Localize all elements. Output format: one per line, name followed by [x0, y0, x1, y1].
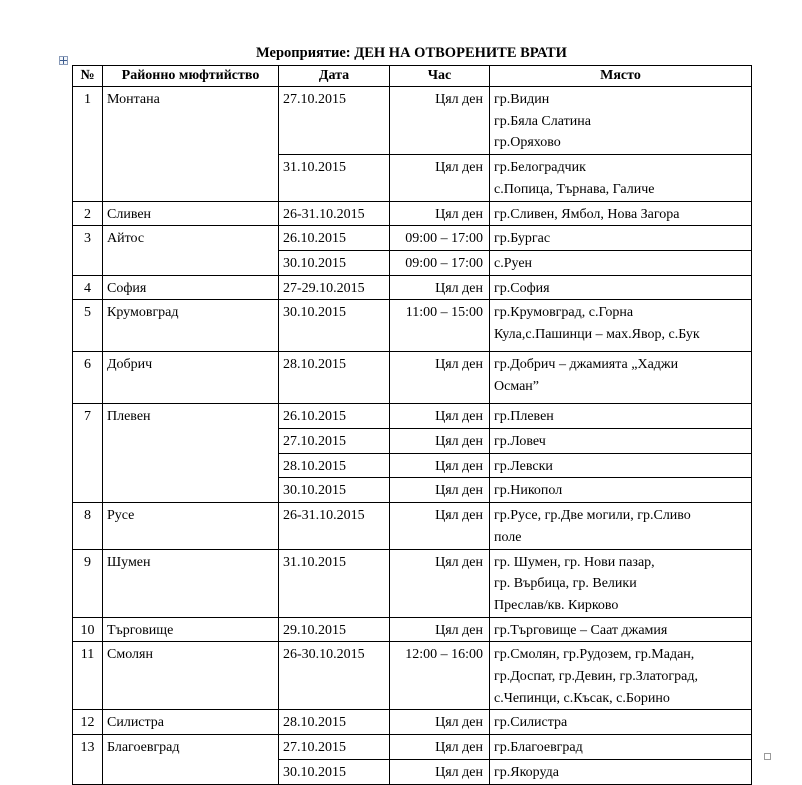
place-line: гр.Доспат, гр.Девин, гр.Златоград, [494, 669, 698, 685]
event-place [490, 549, 752, 617]
event-time: Цял ден [390, 759, 490, 784]
event-time: Цял ден [390, 87, 490, 155]
event-place [490, 404, 752, 429]
place-line: с.Чепинци, с.Късак, с.Борино [494, 690, 670, 706]
district-name: Сливен [103, 201, 279, 226]
event-date: 26.10.2015 [279, 404, 390, 429]
event-date: 28.10.2015 [279, 710, 390, 735]
event-time: Цял ден [390, 478, 490, 503]
event-date: 27.10.2015 [279, 735, 390, 760]
event-date: 29.10.2015 [279, 617, 390, 642]
event-date: 30.10.2015 [279, 250, 390, 275]
event-time: Цял ден [390, 453, 490, 478]
district-name: Плевен [103, 404, 279, 503]
event-place [490, 300, 752, 352]
event-place [490, 226, 752, 251]
event-date: 30.10.2015 [279, 300, 390, 352]
place-line: гр.Силистра [494, 715, 568, 731]
event-place [490, 503, 752, 549]
place-line: гр.Бургас [494, 231, 551, 247]
table-row [73, 87, 752, 155]
place-line: гр.Търговище – Саат джамия [494, 622, 668, 638]
place-line: гр. Върбица, гр. Велики [494, 576, 637, 592]
event-date: 30.10.2015 [279, 478, 390, 503]
place-line: гр.Крумовград, с.Горна [494, 305, 634, 321]
district-name: Русе [103, 503, 279, 549]
table-body [73, 87, 752, 785]
event-date: 28.10.2015 [279, 352, 390, 404]
place-line: гр.Благоевград [494, 740, 583, 756]
event-place [490, 275, 752, 300]
district-name: София [103, 275, 279, 300]
district-name: Силистра [103, 710, 279, 735]
place-line: с.Руен [494, 255, 533, 271]
table-row [73, 201, 752, 226]
event-place [490, 201, 752, 226]
district-name: Крумовград [103, 300, 279, 352]
place-line: гр.Левски [494, 458, 553, 474]
district-name: Монтана [103, 87, 279, 202]
row-number: 9 [73, 549, 103, 617]
place-line: гр.Смолян, гр.Рудозем, гр.Мадан, [494, 647, 695, 663]
place-line: гр.София [494, 280, 550, 296]
event-time: 09:00 – 17:00 [390, 250, 490, 275]
event-place [490, 429, 752, 454]
row-number: 6 [73, 352, 103, 404]
place-line: гр.Ловеч [494, 434, 546, 450]
row-number: 13 [73, 735, 103, 784]
place-line: гр.Русе, гр.Две могили, гр.Сливо [494, 508, 691, 524]
table-header-row [73, 66, 752, 87]
district-name: Шумен [103, 549, 279, 617]
event-date: 27.10.2015 [279, 429, 390, 454]
event-time: Цял ден [390, 617, 490, 642]
table-resize-handle-icon[interactable] [764, 753, 771, 760]
district-name: Добрич [103, 352, 279, 404]
table-row [73, 549, 752, 617]
event-time: Цял ден [390, 404, 490, 429]
event-time: Цял ден [390, 710, 490, 735]
header-district: Районно мюфтийство [103, 66, 279, 87]
event-place [490, 453, 752, 478]
row-number: 7 [73, 404, 103, 503]
event-date: 26-31.10.2015 [279, 201, 390, 226]
row-number: 4 [73, 275, 103, 300]
event-time: Цял ден [390, 429, 490, 454]
event-time: 12:00 – 16:00 [390, 642, 490, 710]
table-row [73, 735, 752, 760]
event-time: Цял ден [390, 275, 490, 300]
event-time: Цял ден [390, 352, 490, 404]
district-name: Търговище [103, 617, 279, 642]
place-line: гр.Сливен, Ямбол, Нова Загора [494, 206, 680, 222]
document-title: Мероприятие: ДЕН НА ОТВОРЕНИТЕ ВРАТИ [256, 45, 567, 61]
header-date: Дата [279, 66, 390, 87]
event-date: 31.10.2015 [279, 155, 390, 201]
event-date: 26-30.10.2015 [279, 642, 390, 710]
table-row [73, 226, 752, 251]
event-place [490, 478, 752, 503]
table-row [73, 275, 752, 300]
place-line: гр.Видин [494, 92, 550, 107]
event-time: 11:00 – 15:00 [390, 300, 490, 352]
event-date: 27.10.2015 [279, 87, 390, 155]
event-place [490, 87, 752, 155]
place-line: гр.Белоградчик [494, 160, 586, 176]
events-table [72, 65, 752, 785]
header-number: № [73, 66, 103, 87]
district-name: Айтос [103, 226, 279, 275]
event-place [490, 735, 752, 760]
table-row [73, 617, 752, 642]
event-date: 31.10.2015 [279, 549, 390, 617]
place-line: гр.Никопол [494, 483, 563, 499]
header-place: Място [490, 66, 752, 87]
row-number: 11 [73, 642, 103, 710]
place-line: Осман” [494, 379, 540, 395]
place-line: гр.Якоруда [494, 764, 559, 780]
event-place [490, 642, 752, 710]
event-place [490, 250, 752, 275]
event-date: 26-31.10.2015 [279, 503, 390, 549]
event-time: Цял ден [390, 155, 490, 201]
event-date: 26.10.2015 [279, 226, 390, 251]
district-name: Благоевград [103, 735, 279, 784]
table-row [73, 642, 752, 710]
place-line: с.Попица, Търнава, Галиче [494, 181, 655, 197]
header-time: Час [390, 66, 490, 87]
event-time: Цял ден [390, 549, 490, 617]
table-row [73, 710, 752, 735]
event-date: 30.10.2015 [279, 759, 390, 784]
event-place [490, 352, 752, 404]
table-row [73, 503, 752, 549]
table-row [73, 300, 752, 352]
event-place [490, 759, 752, 784]
place-line: гр.Плевен [494, 409, 554, 425]
place-line: поле [494, 529, 522, 545]
place-line: Кула,с.Пашинци – мах.Явор, с.Бук [494, 327, 700, 343]
place-line: гр.Оряхово [494, 135, 561, 151]
table-row [73, 404, 752, 429]
place-line: гр. Шумен, гр. Нови пазар, [494, 554, 655, 570]
row-number: 2 [73, 201, 103, 226]
event-date: 28.10.2015 [279, 453, 390, 478]
district-name: Смолян [103, 642, 279, 710]
row-number: 3 [73, 226, 103, 275]
table-row [73, 352, 752, 404]
place-line: гр.Добрич – джамията „Хаджи [494, 357, 679, 373]
event-time: 09:00 – 17:00 [390, 226, 490, 251]
table-move-handle-icon[interactable] [59, 56, 68, 65]
event-time: Цял ден [390, 503, 490, 549]
row-number: 8 [73, 503, 103, 549]
place-line: Преслав/кв. Кирково [494, 597, 619, 613]
row-number: 10 [73, 617, 103, 642]
place-line: гр.Бяла Слатина [494, 113, 591, 129]
row-number: 1 [73, 87, 103, 202]
event-time: Цял ден [390, 201, 490, 226]
event-place [490, 155, 752, 201]
event-place [490, 617, 752, 642]
row-number: 5 [73, 300, 103, 352]
event-time: Цял ден [390, 735, 490, 760]
row-number: 12 [73, 710, 103, 735]
event-place [490, 710, 752, 735]
event-date: 27-29.10.2015 [279, 275, 390, 300]
